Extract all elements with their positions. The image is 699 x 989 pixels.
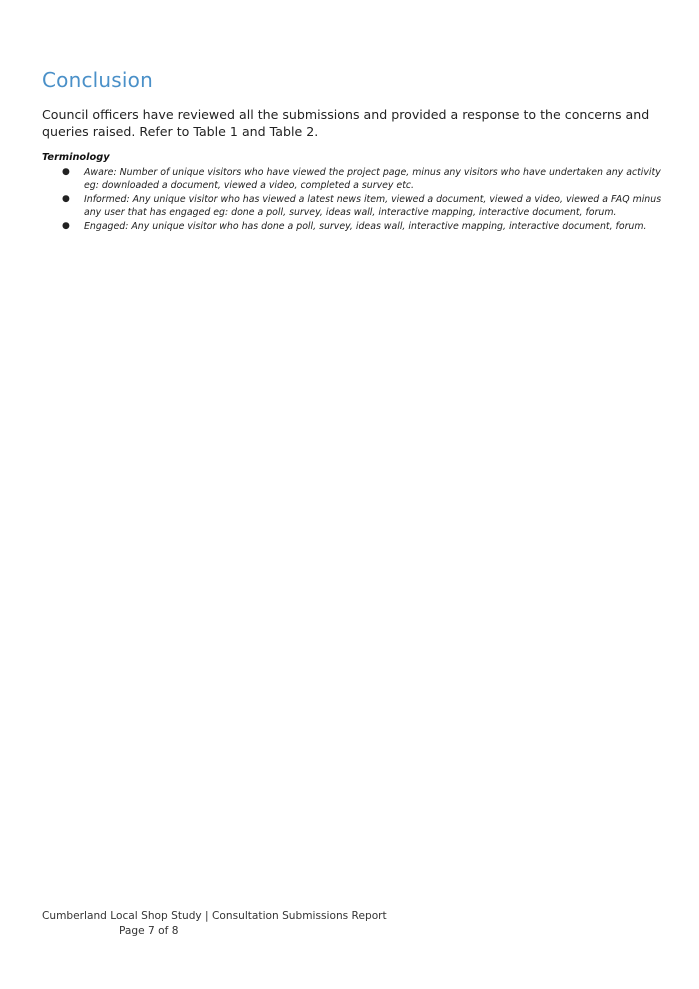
terminology-item-aware: [42, 166, 662, 192]
section-heading: Conclusion: [42, 68, 153, 92]
page-footer: [42, 909, 387, 939]
terminology-item-text: Informed: Any unique visitor who has viewed a latest news item, viewed a document, viewed a video, viewed a FAQ minus any user that has engaged eg: done a poll, survey, ideas wall, interactive mapping, interactive document, forum.: [84, 194, 662, 218]
terminology-item-informed: [42, 193, 662, 219]
bullet-icon: ●: [62, 194, 70, 204]
footer-report-title: Cumberland Local Shop Study | Consultation Submissions Report: [42, 910, 387, 922]
terminology-item-engaged: [42, 220, 662, 233]
terminology-title: Terminology: [42, 152, 110, 163]
bullet-icon: ●: [62, 221, 70, 231]
terminology-item-text: Engaged: Any unique visitor who has done a poll, survey, ideas wall, interactive mapping, interactive document, forum.: [84, 221, 647, 232]
conclusion-paragraph: Council officers have reviewed all the submissions and provided a response to the concerns and queries raised. Refer to Table 1 and Table 2.: [42, 107, 650, 139]
terminology-list: [42, 166, 662, 234]
terminology-item-text: Aware: Number of unique visitors who have viewed the project page, minus any visitors who have undertaken any activity eg: downloaded a document, viewed a video, completed a survey etc.: [84, 167, 661, 191]
footer-page-number: Page 7 of 8: [119, 925, 179, 937]
bullet-icon: ●: [62, 167, 70, 177]
